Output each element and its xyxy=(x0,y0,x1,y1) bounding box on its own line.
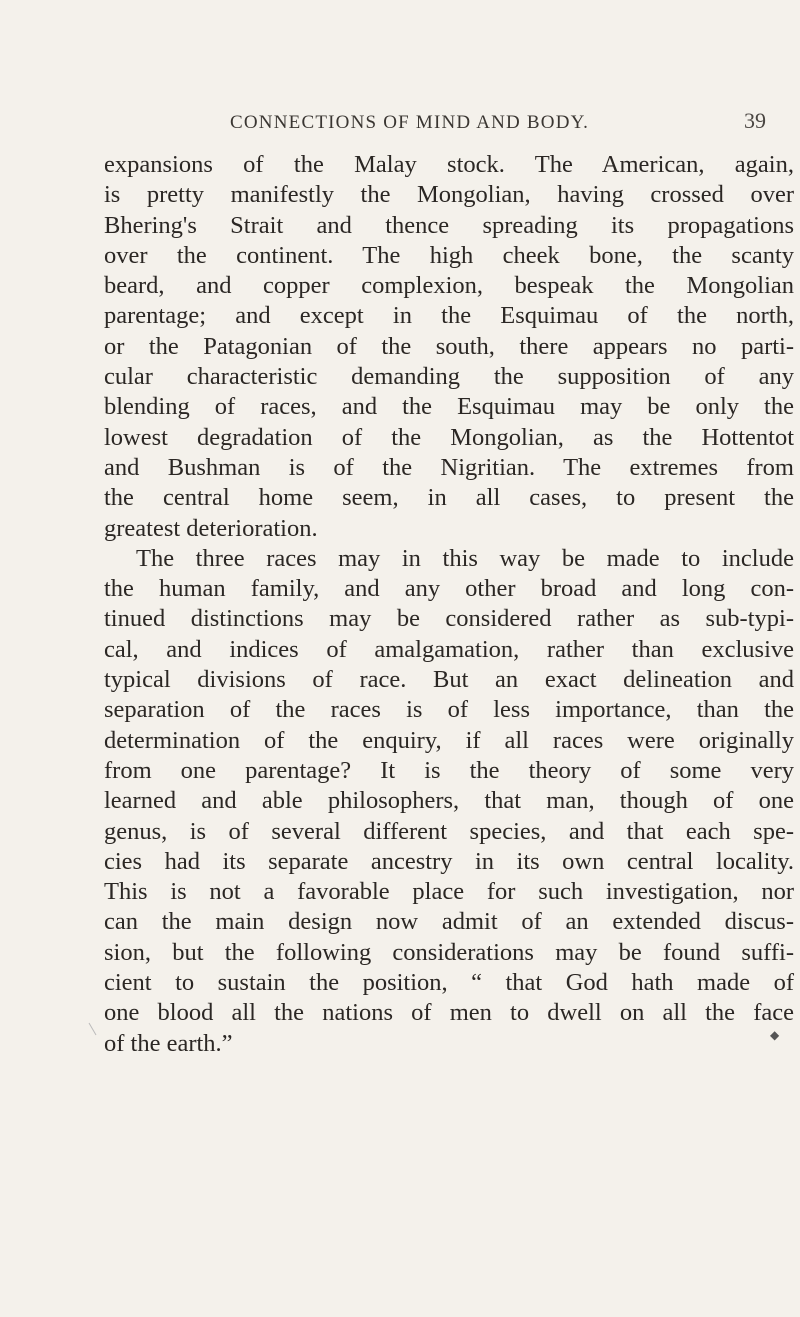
text-line: and Bushman is of the Nigritian. The extremes from xyxy=(104,453,794,481)
text-line: the central home seem, in all cases, to present the xyxy=(104,484,794,512)
text-line: or the Patagonian of the south, there appears no parti- xyxy=(104,332,794,360)
text-line: tinued distinctions may be considered rather as sub-typi- xyxy=(104,605,794,633)
text-line: cient to sustain the position, “ that God hath made of xyxy=(104,969,794,997)
text-line: typical divisions of race. But an exact delineation and xyxy=(104,666,794,694)
text-line: expansions of the Malay stock. The American, again, xyxy=(104,151,794,178)
running-title: CONNECTIONS OF MIND AND BODY. xyxy=(230,112,590,133)
body-text xyxy=(104,150,794,1059)
text-line: separation of the races is of less importance, than the xyxy=(104,696,794,724)
text-line: of the earth.” xyxy=(104,1029,233,1057)
text-line: greatest deterioration. xyxy=(104,514,318,542)
text-line: parentage; and except in the Esquimau of the north, xyxy=(104,302,794,330)
text-line: The three races may in this way be made to include xyxy=(136,544,794,572)
text-line: Bhering's Strait and thence spreading its propagations xyxy=(104,211,794,239)
text-line: lowest degradation of the Mongolian, as the Hottentot xyxy=(104,423,794,451)
margin-dot: ◆ xyxy=(770,1028,780,1042)
text-line: one blood all the nations of men to dwell on all the face xyxy=(104,999,794,1027)
margin-mark xyxy=(89,1023,97,1036)
page-number: 39 xyxy=(744,108,766,133)
text-line: beard, and copper complexion, bespeak the Mongolian xyxy=(104,272,794,300)
text-line: cal, and indices of amalgamation, rather than exclusive xyxy=(104,635,794,663)
text-line: This is not a favorable place for such investigation, nor xyxy=(104,878,794,906)
text-line: the human family, and any other broad and long con- xyxy=(104,575,794,603)
text-line: learned and able philosophers, that man, though of one xyxy=(104,787,794,815)
text-line: cies had its separate ancestry in its own central locality. xyxy=(104,847,794,875)
running-head xyxy=(0,108,800,142)
text-line: sion, but the following considerations may be found suffi- xyxy=(104,938,794,966)
text-line: over the continent. The high cheek bone, the scanty xyxy=(104,241,794,269)
text-line: genus, is of several different species, and that each spe- xyxy=(104,817,794,845)
text-line: can the main design now admit of an extended discus- xyxy=(104,908,794,936)
text-line: determination of the enquiry, if all races were originally xyxy=(104,726,794,754)
text-line: from one parentage? It is the theory of some very xyxy=(104,756,794,784)
text-line: blending of races, and the Esquimau may be only the xyxy=(104,393,794,421)
text-line: cular characteristic demanding the supposition of any xyxy=(104,363,794,391)
text-line: is pretty manifestly the Mongolian, having crossed over xyxy=(104,181,794,209)
